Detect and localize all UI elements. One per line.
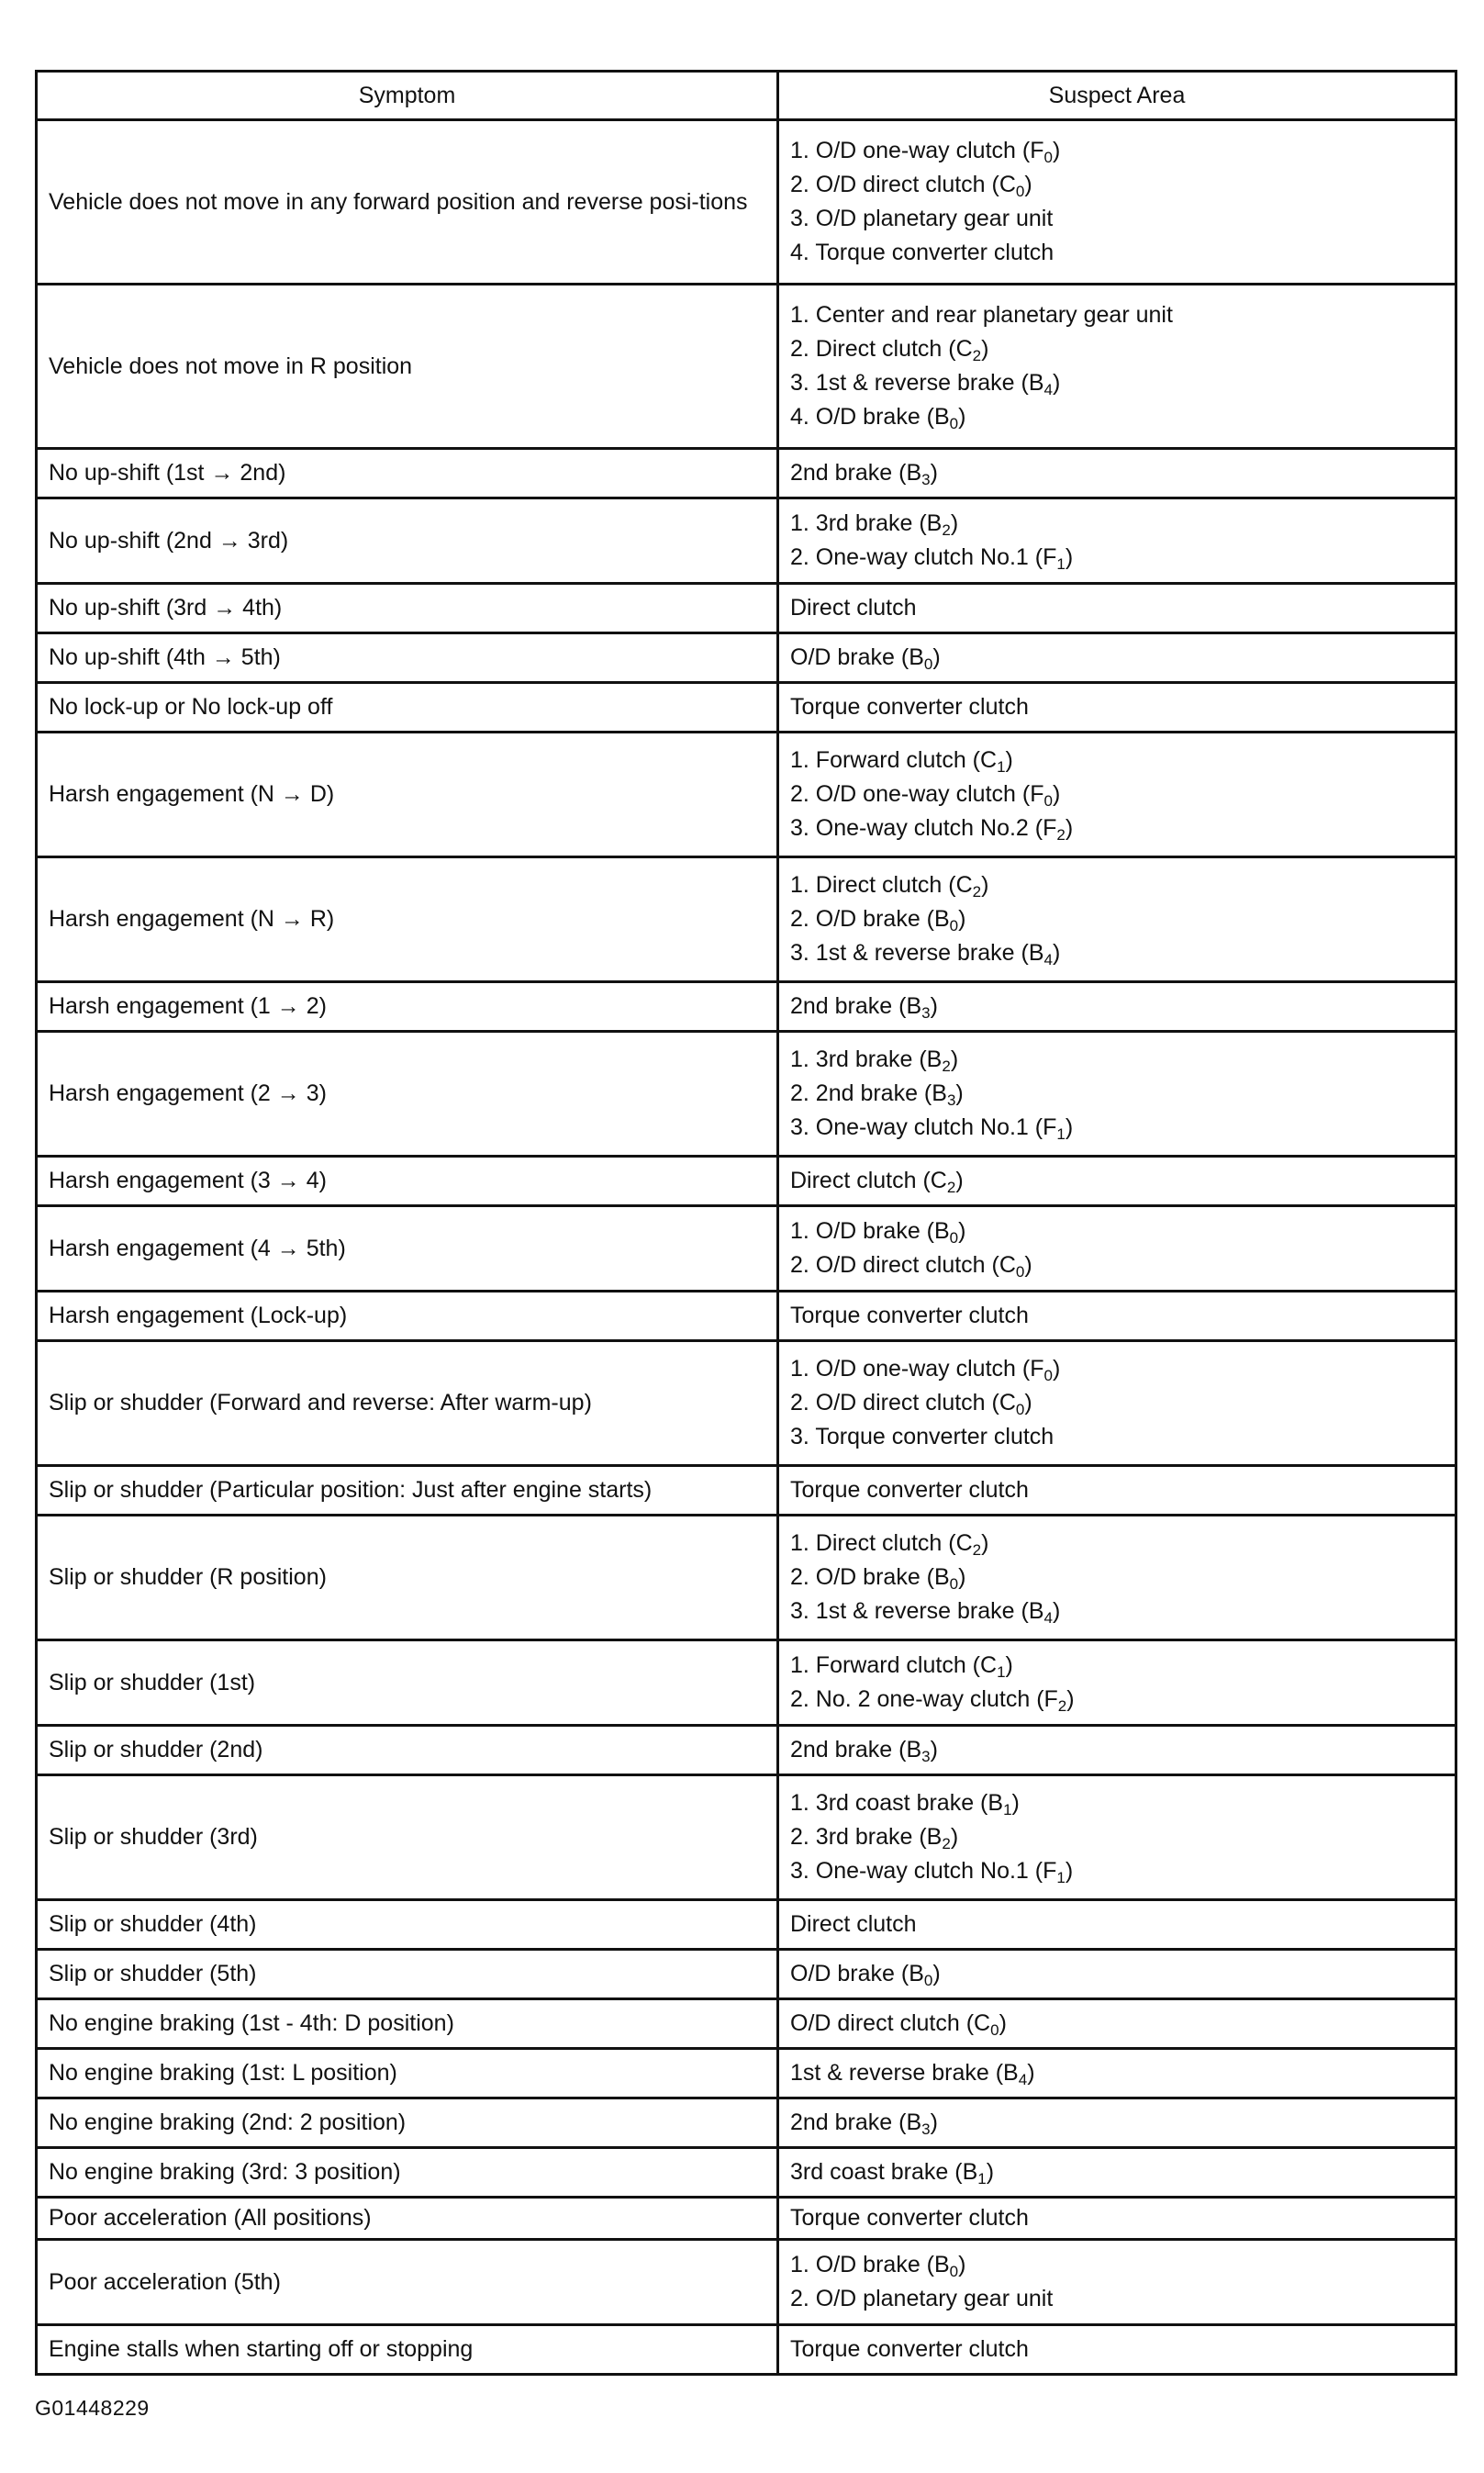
suspect-area-cell <box>778 1640 1456 1726</box>
suspect-text: 2. 2nd brake (B <box>790 1080 947 1106</box>
suspect-line <box>790 1164 1444 1198</box>
suspect-text: 1st & reverse brake (B <box>790 2060 1019 2086</box>
suspect-text: ) <box>1052 370 1061 396</box>
subscript-index: 0 <box>923 655 933 673</box>
suspect-line <box>790 236 1444 270</box>
suspect-text: ) <box>958 2252 966 2277</box>
suspect-text: ) <box>1005 747 1013 773</box>
symptom-cell: Vehicle does not move in R position <box>37 285 778 449</box>
suspect-text: ) <box>930 460 938 486</box>
subscript-index: 2 <box>942 1057 951 1075</box>
suspect-area-cell <box>778 1466 1456 1516</box>
symptom-cell: Slip or shudder (1st) <box>37 1640 778 1726</box>
suspect-line <box>790 1043 1444 1077</box>
table-row <box>37 1640 1456 1726</box>
subscript-index: 2 <box>942 1835 951 1852</box>
suspect-line <box>790 778 1444 811</box>
suspect-text: Torque converter clutch <box>790 2336 1029 2362</box>
subscript-index: 0 <box>1043 1367 1053 1384</box>
suspect-line <box>790 1683 1444 1717</box>
suspect-area-cell <box>778 1157 1456 1206</box>
suspect-text: 2. No. 2 one-way clutch (F <box>790 1686 1058 1712</box>
symptom-cell: Slip or shudder (Particular position: Just after engine starts) <box>37 1466 778 1516</box>
subscript-index: 4 <box>1043 951 1053 968</box>
table-row <box>37 1900 1456 1950</box>
suspect-text: 3. Torque converter clutch <box>790 1424 1054 1449</box>
subscript-index: 0 <box>990 2021 999 2039</box>
subscript-index: 3 <box>921 471 931 488</box>
suspect-area-cell <box>778 2198 1456 2240</box>
suspect-text: ) <box>981 336 989 362</box>
suspect-text: 3. One-way clutch No.2 (F <box>790 815 1057 841</box>
suspect-line <box>790 1561 1444 1595</box>
suspect-line <box>790 2201 1444 2235</box>
subscript-index: 0 <box>949 1575 959 1593</box>
suspect-text: 1. O/D brake (B <box>790 2252 950 2277</box>
table-row <box>37 2198 1456 2240</box>
subscript-index: 1 <box>997 758 1006 776</box>
suspect-text: 2nd brake (B <box>790 993 922 1019</box>
suspect-text: ) <box>1052 1356 1061 1382</box>
symptom-cell: Poor acceleration (5th) <box>37 2240 778 2325</box>
table-body <box>37 120 1456 2375</box>
suspect-text: ) <box>950 1824 959 1850</box>
subscript-index: 4 <box>1043 381 1053 398</box>
suspect-text: Torque converter clutch <box>790 1477 1029 1503</box>
suspect-area-cell <box>778 285 1456 449</box>
suspect-line <box>790 1386 1444 1420</box>
suspect-line <box>790 936 1444 970</box>
suspect-line <box>790 2248 1444 2282</box>
suspect-text: ) <box>986 2159 995 2185</box>
suspect-line <box>790 990 1444 1024</box>
table-row <box>37 2049 1456 2098</box>
suspect-area-cell <box>778 1900 1456 1950</box>
subscript-index: 3 <box>921 1748 931 1765</box>
subscript-index: 4 <box>1018 2071 1028 2088</box>
suspect-text: ) <box>1052 138 1061 163</box>
suspect-area-cell <box>778 120 1456 285</box>
suspect-text: 1. Center and rear planetary gear unit <box>790 302 1173 328</box>
suspect-text: ) <box>958 1564 966 1590</box>
subscript-index: 0 <box>1015 1263 1025 1281</box>
suspect-text: ) <box>958 1218 966 1244</box>
table-row <box>37 1726 1456 1775</box>
suspect-text: ) <box>932 1961 941 1986</box>
subscript-index: 2 <box>972 347 982 364</box>
suspect-line <box>790 902 1444 936</box>
suspect-area-cell <box>778 584 1456 633</box>
subscript-index: 1 <box>1003 1801 1012 1818</box>
suspect-line <box>790 2282 1444 2316</box>
suspect-text: 2. O/D one-way clutch (F <box>790 781 1044 807</box>
suspect-text: 2. O/D brake (B <box>790 906 950 932</box>
suspect-line <box>790 2056 1444 2090</box>
suspect-text: ) <box>981 872 989 898</box>
symptom-cell: Harsh engagement (3 → 4) <box>37 1157 778 1206</box>
suspect-line <box>790 641 1444 675</box>
suspect-line <box>790 1299 1444 1333</box>
suspect-area-cell <box>778 1950 1456 1999</box>
subscript-index: 2 <box>1056 826 1066 844</box>
suspect-line <box>790 400 1444 434</box>
suspect-text: 2. O/D direct clutch (C <box>790 172 1016 197</box>
subscript-index: 0 <box>1043 792 1053 810</box>
table-row <box>37 584 1456 633</box>
subscript-index: 0 <box>949 2263 959 2280</box>
symptom-cell: No up-shift (4th → 5th) <box>37 633 778 683</box>
suspect-text: ) <box>950 1046 959 1072</box>
table-row <box>37 449 1456 498</box>
suspect-area-cell <box>778 1206 1456 1292</box>
suspect-line <box>790 332 1444 366</box>
suspect-text: Direct clutch <box>790 595 917 621</box>
suspect-line <box>790 1352 1444 1386</box>
suspect-text: ) <box>955 1168 964 1193</box>
subscript-index: 1 <box>997 1663 1006 1681</box>
suspect-text: 3. 1st & reverse brake (B <box>790 370 1044 396</box>
suspect-text: 1. Forward clutch (C <box>790 1652 998 1678</box>
suspect-text: ) <box>1065 544 1074 570</box>
suspect-text: O/D direct clutch (C <box>790 2010 991 2036</box>
symptom-cell: Harsh engagement (4 → 5th) <box>37 1206 778 1292</box>
subscript-index: 1 <box>1056 555 1066 573</box>
subscript-index: 4 <box>1043 1609 1053 1627</box>
suspect-line <box>790 744 1444 778</box>
symptom-cell: Slip or shudder (4th) <box>37 1900 778 1950</box>
suspect-area-cell <box>778 1292 1456 1341</box>
suspect-line <box>790 366 1444 400</box>
symptom-cell: Harsh engagement (Lock-up) <box>37 1292 778 1341</box>
suspect-text: ) <box>930 2109 938 2135</box>
table-row <box>37 1466 1456 1516</box>
suspect-line <box>790 1733 1444 1767</box>
suspect-line <box>790 298 1444 332</box>
suspect-text: 2. One-way clutch No.1 (F <box>790 544 1057 570</box>
suspect-area-cell <box>778 2148 1456 2198</box>
suspect-line <box>790 202 1444 236</box>
suspect-text: 2. Direct clutch (C <box>790 336 973 362</box>
suspect-text: 3. O/D planetary gear unit <box>790 206 1054 231</box>
suspect-line <box>790 2333 1444 2367</box>
suspect-line <box>790 1786 1444 1820</box>
suspect-line <box>790 1595 1444 1628</box>
suspect-area-cell <box>778 449 1456 498</box>
suspect-line <box>790 1957 1444 1991</box>
suspect-line <box>790 1473 1444 1507</box>
suspect-text: ) <box>930 1737 938 1762</box>
table-row <box>37 733 1456 857</box>
table-row <box>37 2240 1456 2325</box>
table-row <box>37 633 1456 683</box>
table-row <box>37 1516 1456 1640</box>
symptom-cell: No engine braking (1st: L position) <box>37 2049 778 2098</box>
suspect-area-cell <box>778 733 1456 857</box>
suspect-text: Torque converter clutch <box>790 2205 1029 2231</box>
suspect-line <box>790 591 1444 625</box>
suspect-line <box>790 1854 1444 1888</box>
subscript-index: 1 <box>1056 1869 1066 1886</box>
symptom-cell: Harsh engagement (2 → 3) <box>37 1032 778 1157</box>
symptom-cell: No engine braking (1st - 4th: D position) <box>37 1999 778 2049</box>
symptom-cell: Slip or shudder (2nd) <box>37 1726 778 1775</box>
suspect-text: Direct clutch <box>790 1911 917 1937</box>
suspect-line <box>790 456 1444 490</box>
table-row <box>37 1999 1456 2049</box>
suspect-area-cell <box>778 2240 1456 2325</box>
symptom-cell: Slip or shudder (3rd) <box>37 1775 778 1900</box>
symptom-cell: Harsh engagement (N → D) <box>37 733 778 857</box>
table-row <box>37 982 1456 1032</box>
suspect-text: ) <box>1024 1252 1032 1278</box>
suspect-text: ) <box>1052 1598 1061 1624</box>
subscript-index: 2 <box>942 521 951 539</box>
subscript-index: 0 <box>1043 149 1053 166</box>
subscript-index: 0 <box>949 1229 959 1247</box>
subscript-index: 1 <box>977 2170 987 2188</box>
suspect-text: 2. O/D planetary gear unit <box>790 2286 1054 2311</box>
suspect-text: 2. 3rd brake (B <box>790 1824 943 1850</box>
suspect-area-cell <box>778 2098 1456 2148</box>
table-row <box>37 683 1456 733</box>
symptom-cell: Slip or shudder (R position) <box>37 1516 778 1640</box>
suspect-text: ) <box>999 2010 1007 2036</box>
suspect-text: 2nd brake (B <box>790 2109 922 2135</box>
suspect-area-cell <box>778 498 1456 584</box>
suspect-area-cell <box>778 1341 1456 1466</box>
suspect-line <box>790 1077 1444 1111</box>
table-row <box>37 498 1456 584</box>
suspect-line <box>790 507 1444 541</box>
figure-id: G01448229 <box>35 2396 150 2420</box>
suspect-text: 3. One-way clutch No.1 (F <box>790 1114 1057 1140</box>
suspect-text: ) <box>1052 781 1061 807</box>
suspect-area-cell <box>778 2049 1456 2098</box>
suspect-text: ) <box>1065 1114 1074 1140</box>
subscript-index: 3 <box>946 1091 956 1109</box>
suspect-area-cell <box>778 1999 1456 2049</box>
suspect-text: 3. 1st & reverse brake (B <box>790 940 1044 966</box>
suspect-text: 4. O/D brake (B <box>790 404 950 430</box>
suspect-area-cell <box>778 2325 1456 2375</box>
suspect-text: 1. O/D one-way clutch (F <box>790 1356 1044 1382</box>
symptom-cell: No engine braking (3rd: 3 position) <box>37 2148 778 2198</box>
subscript-index: 3 <box>921 1004 931 1022</box>
suspect-line <box>790 134 1444 168</box>
table-row <box>37 1206 1456 1292</box>
symptom-cell: No up-shift (3rd → 4th) <box>37 584 778 633</box>
subscript-index: 2 <box>1057 1697 1067 1715</box>
suspect-line <box>790 690 1444 724</box>
suspect-text: O/D brake (B <box>790 1961 924 1986</box>
table-row <box>37 2325 1456 2375</box>
symptom-table <box>35 70 1457 2376</box>
table-row <box>37 1032 1456 1157</box>
table-row <box>37 1341 1456 1466</box>
table-row <box>37 857 1456 982</box>
suspect-line <box>790 1820 1444 1854</box>
subscript-index: 0 <box>949 917 959 934</box>
suspect-line <box>790 2007 1444 2041</box>
suspect-text: 1. Forward clutch (C <box>790 747 998 773</box>
suspect-text: ) <box>1011 1790 1020 1816</box>
suspect-line <box>790 1214 1444 1248</box>
suspect-line <box>790 1649 1444 1683</box>
suspect-text: 2. O/D brake (B <box>790 1564 950 1590</box>
suspect-text: Torque converter clutch <box>790 694 1029 720</box>
suspect-line <box>790 1908 1444 1941</box>
suspect-text: 2. O/D direct clutch (C <box>790 1390 1016 1416</box>
suspect-text: 4. Torque converter clutch <box>790 240 1054 265</box>
subscript-index: 1 <box>1056 1125 1066 1143</box>
subscript-index: 0 <box>923 1972 933 1989</box>
table-row <box>37 1292 1456 1341</box>
suspect-text: 3. One-way clutch No.1 (F <box>790 1858 1057 1884</box>
subscript-index: 2 <box>972 1541 982 1559</box>
suspect-line <box>790 541 1444 575</box>
suspect-area-cell <box>778 857 1456 982</box>
symptom-cell: No up-shift (2nd → 3rd) <box>37 498 778 584</box>
table-row <box>37 2148 1456 2198</box>
table-header-row <box>37 72 1456 120</box>
suspect-text: ) <box>932 644 941 670</box>
subscript-index: 2 <box>972 883 982 901</box>
suspect-area-cell <box>778 633 1456 683</box>
suspect-text: 1. O/D one-way clutch (F <box>790 138 1044 163</box>
suspect-text: ) <box>1005 1652 1013 1678</box>
suspect-text: 1. 3rd coast brake (B <box>790 1790 1004 1816</box>
suspect-text: 2nd brake (B <box>790 460 922 486</box>
suspect-text: 3rd coast brake (B <box>790 2159 978 2185</box>
table-row <box>37 2098 1456 2148</box>
suspect-text: 1. Direct clutch (C <box>790 872 973 898</box>
suspect-area-cell <box>778 1726 1456 1775</box>
suspect-area-cell <box>778 1032 1456 1157</box>
symptom-cell: Vehicle does not move in any forward position and reverse posi-tions <box>37 120 778 285</box>
subscript-index: 0 <box>1015 183 1025 200</box>
header-symptom: Symptom <box>37 72 778 120</box>
suspect-line <box>790 1420 1444 1454</box>
suspect-text: 1. O/D brake (B <box>790 1218 950 1244</box>
suspect-line <box>790 1111 1444 1145</box>
suspect-text: ) <box>958 906 966 932</box>
symptom-cell: Slip or shudder (Forward and reverse: After warm-up) <box>37 1341 778 1466</box>
suspect-line <box>790 168 1444 202</box>
suspect-text: O/D brake (B <box>790 644 924 670</box>
suspect-text: ) <box>1066 1686 1075 1712</box>
suspect-text: ) <box>958 404 966 430</box>
suspect-text: ) <box>1065 815 1074 841</box>
suspect-text: 1. 3rd brake (B <box>790 1046 943 1072</box>
suspect-area-cell <box>778 1775 1456 1900</box>
suspect-text: 2nd brake (B <box>790 1737 922 1762</box>
suspect-text: ) <box>955 1080 964 1106</box>
suspect-text: Direct clutch (C <box>790 1168 947 1193</box>
subscript-index: 3 <box>921 2121 931 2138</box>
symptom-cell: Harsh engagement (1 → 2) <box>37 982 778 1032</box>
suspect-text: ) <box>981 1530 989 1556</box>
suspect-line <box>790 2106 1444 2140</box>
table-row <box>37 1950 1456 1999</box>
table-row <box>37 285 1456 449</box>
suspect-text: Torque converter clutch <box>790 1303 1029 1328</box>
suspect-text: 2. O/D direct clutch (C <box>790 1252 1016 1278</box>
table-row <box>37 120 1456 285</box>
suspect-area-cell <box>778 1516 1456 1640</box>
suspect-text: ) <box>1065 1858 1074 1884</box>
table-row <box>37 1775 1456 1900</box>
suspect-line <box>790 868 1444 902</box>
suspect-area-cell <box>778 683 1456 733</box>
suspect-text: ) <box>1024 1390 1032 1416</box>
suspect-text: 1. 3rd brake (B <box>790 510 943 536</box>
symptom-cell: Poor acceleration (All positions) <box>37 2198 778 2240</box>
suspect-line <box>790 2155 1444 2189</box>
symptom-cell: No up-shift (1st → 2nd) <box>37 449 778 498</box>
suspect-line <box>790 1248 1444 1282</box>
suspect-line <box>790 1527 1444 1561</box>
subscript-index: 2 <box>946 1179 956 1196</box>
suspect-text: ) <box>1027 2060 1035 2086</box>
subscript-index: 0 <box>949 415 959 432</box>
suspect-line <box>790 811 1444 845</box>
symptom-cell: No engine braking (2nd: 2 position) <box>37 2098 778 2148</box>
suspect-text: ) <box>930 993 938 1019</box>
suspect-text: ) <box>1052 940 1061 966</box>
suspect-text: ) <box>1024 172 1032 197</box>
suspect-text: 3. 1st & reverse brake (B <box>790 1598 1044 1624</box>
symptom-cell: Slip or shudder (5th) <box>37 1950 778 1999</box>
table-row <box>37 1157 1456 1206</box>
suspect-text: 1. Direct clutch (C <box>790 1530 973 1556</box>
suspect-text: ) <box>950 510 959 536</box>
header-suspect-area: Suspect Area <box>778 72 1456 120</box>
symptom-cell: Engine stalls when starting off or stopping <box>37 2325 778 2375</box>
subscript-index: 0 <box>1015 1401 1025 1418</box>
symptom-cell: Harsh engagement (N → R) <box>37 857 778 982</box>
suspect-area-cell <box>778 982 1456 1032</box>
symptom-cell: No lock-up or No lock-up off <box>37 683 778 733</box>
